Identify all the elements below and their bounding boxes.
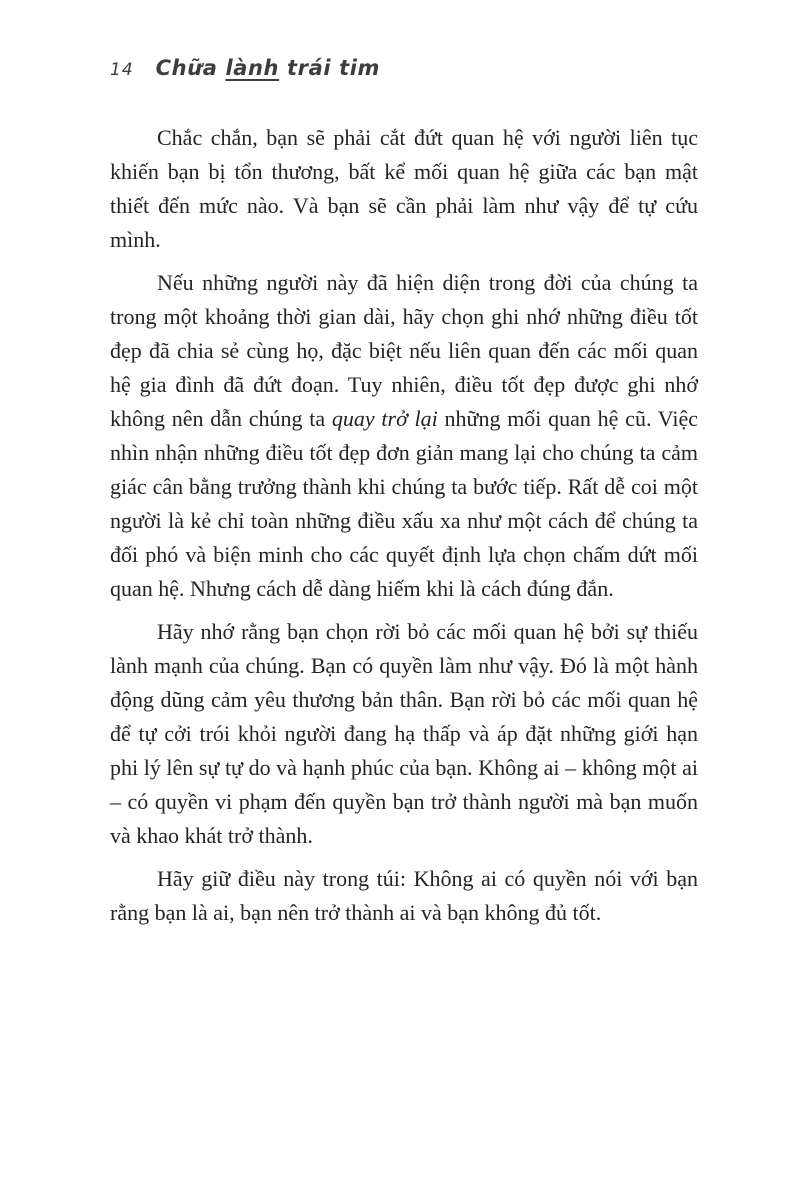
paragraph bbox=[110, 266, 698, 606]
text-run: Chắc chắn, bạn sẽ phải cắt đứt quan hệ với người liên tục khiến bạn bị tổn thương, bất kể mối quan hệ giữa các bạn mật thiết đến mức nào. Và bạn sẽ cần phải làm như vậy để tự cứu mình. bbox=[110, 125, 698, 252]
text-run: Hãy giữ điều này trong túi: Không ai có quyền nói với bạn rằng bạn là ai, bạn nên trở thành ai và bạn không đủ tốt. bbox=[110, 866, 698, 925]
paragraph bbox=[110, 862, 698, 930]
page-body bbox=[110, 121, 698, 930]
text-run: những mối quan hệ cũ. Việc nhìn nhận những điều tốt đẹp đơn giản mang lại cho chúng ta cảm giác cân bằng trưởng thành khi chúng ta bước tiếp. Rất dễ coi một người là kẻ chỉ toàn những điều xấu xa như một cách để chúng ta đối phó và biện minh cho các quyết định lựa chọn chấm dứt mối quan hệ. Nhưng cách dễ dàng hiếm khi là cách đúng đắn. bbox=[110, 406, 698, 601]
running-head bbox=[110, 56, 380, 80]
text-run: lành bbox=[225, 56, 280, 80]
italic-text-run: quay trở lại bbox=[331, 406, 438, 431]
page-number: 14 bbox=[110, 60, 134, 80]
paragraph bbox=[110, 121, 698, 257]
text-run: trái tim bbox=[279, 56, 381, 80]
text-run: Nếu những người này đã hiện diện trong đời của chúng ta trong một khoảng thời gian dài, hãy chọn ghi nhớ những điều tốt đẹp đã chia sẻ cùng họ, đặc biệt nếu liên quan đến các mối quan hệ gia đình đã đứt đoạn. Tuy nhiên, điều tốt đẹp được ghi nhớ không nên dẫn chúng ta bbox=[110, 270, 698, 431]
book-title bbox=[156, 56, 380, 80]
text-run: Hãy nhớ rằng bạn chọn rời bỏ các mối quan hệ bởi sự thiếu lành mạnh của chúng. Bạn có quyền làm như vậy. Đó là một hành động dũng cảm yêu thương bản thân. Bạn rời bỏ các mối quan hệ để tự cởi trói khỏi người đang hạ thấp và áp đặt những giới hạn phi lý lên sự tự do và hạnh phúc của bạn. Không ai – không một ai – có quyền vi phạm đến quyền bạn trở thành người mà bạn muốn và khao khát trở thành. bbox=[110, 619, 698, 848]
text-run: Chữa bbox=[155, 56, 226, 80]
paragraph bbox=[110, 615, 698, 853]
